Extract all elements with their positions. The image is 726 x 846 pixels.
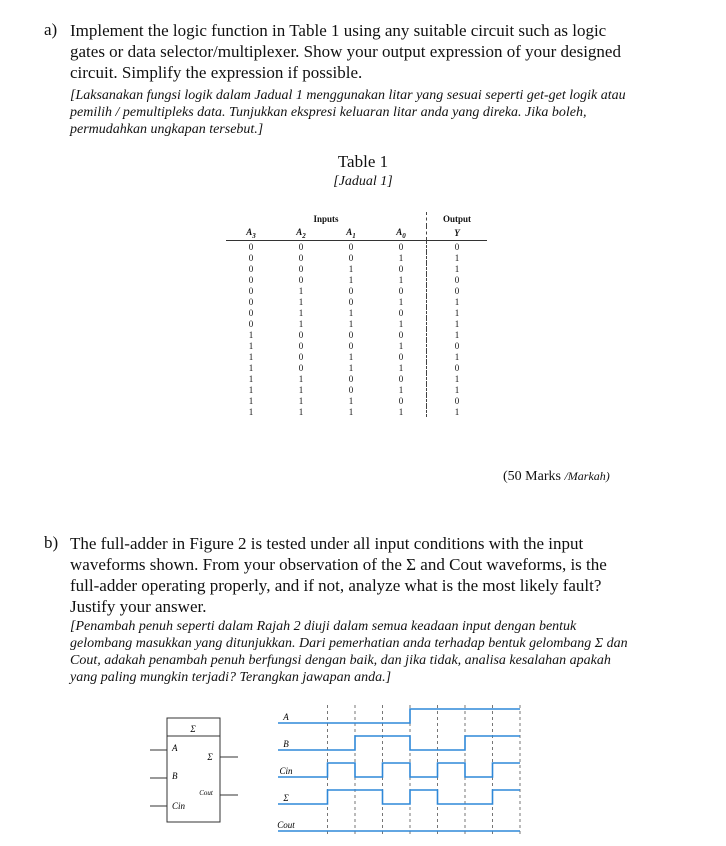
table-cell: 1 (348, 274, 354, 285)
table-cell: 1 (248, 362, 254, 373)
marks-label: (50 Marks (503, 469, 561, 484)
table-cell: 1 (348, 351, 354, 362)
part-a-label: a) (44, 20, 58, 39)
table-cell: 1 (427, 296, 488, 307)
table-cell: 1 (348, 395, 354, 406)
table-cell: 1 (398, 406, 404, 417)
table-cell: 1 (298, 384, 304, 395)
table-cell: 1 (348, 362, 354, 373)
part-b-translation: [Penambah penuh seperti dalam Rajah 2 diuji dalam semua keadaan input dengan bentuk gelombang masukkan yang ditunjukkan. Dari pemerhatian anda terhadap bentuk gelombang Σ dan Cout, adakah penambah penuh berfungsi dengan baik, dan jika tidak, analisa kesalahan apakah yang paling mungkin terjadi? Terangkan jawapan anda.] (70, 619, 628, 685)
table-cell: 0 (348, 384, 354, 395)
table-cell: 0 (398, 241, 404, 252)
table-cell: 1 (298, 285, 304, 296)
table-cell: 1 (248, 406, 254, 417)
block-input-cin: Cin (172, 801, 186, 811)
wave-label-a: A (283, 712, 289, 722)
table-cell: 0 (298, 340, 304, 351)
part-a-question: Implement the logic function in Table 1 using any suitable circuit such as logic gates or data selector/multiplexer. Show your output expression of your designed circuit. Simplify the expression if possible. (70, 21, 621, 82)
table-cell: 1 (398, 318, 404, 329)
table-cell: 0 (348, 340, 354, 351)
waveform-a (278, 709, 520, 723)
table-title: Table 1 (337, 152, 389, 171)
table-cell: 0 (248, 252, 254, 263)
table-cell: 0 (398, 351, 404, 362)
waveform-b (278, 736, 520, 750)
table-cell: 0 (348, 252, 354, 263)
table-cell: 1 (427, 373, 488, 384)
table-cell: 0 (298, 274, 304, 285)
table-cell: 1 (298, 307, 304, 318)
table-cell: 1 (348, 406, 354, 417)
table-cell: 0 (248, 307, 254, 318)
table-title-translation: [Jadual 1] (333, 174, 393, 189)
table-cell: 1 (427, 263, 488, 274)
wave-label-b: B (283, 739, 289, 749)
wave-label-cin: Cin (279, 766, 293, 776)
table-cell: 1 (248, 340, 254, 351)
table-cell: 1 (248, 384, 254, 395)
table-cell: 1 (348, 263, 354, 274)
table-cell: 1 (427, 318, 488, 329)
marks-translation: /Markah) (564, 469, 610, 483)
table-cell: 0 (248, 318, 254, 329)
table-cell: 1 (398, 362, 404, 373)
table-cell: 1 (398, 274, 404, 285)
table-cell: 0 (298, 329, 304, 340)
output-header: Output (427, 212, 488, 226)
table-cell: 1 (427, 406, 488, 417)
table-cell: 1 (398, 340, 404, 351)
table-cell: 1 (248, 351, 254, 362)
table-cell: 0 (248, 296, 254, 307)
table-cell: 1 (348, 307, 354, 318)
table-cell: 1 (298, 296, 304, 307)
table-cell: 0 (248, 274, 254, 285)
block-cout-output: Cout (199, 789, 213, 797)
table-cell: 0 (298, 362, 304, 373)
table-cell: 0 (398, 329, 404, 340)
column-header-a2: $A_2$ (276, 226, 326, 241)
waveform-sigma (278, 790, 520, 804)
table-cell: 0 (427, 241, 488, 253)
table-cell: 0 (398, 285, 404, 296)
block-input-a: A (172, 743, 178, 753)
full-adder-block (150, 718, 238, 822)
table-cell: 0 (398, 395, 404, 406)
waveform-cin (278, 763, 520, 777)
wave-label-cout: Cout (277, 820, 295, 830)
table-cell: 0 (398, 373, 404, 384)
table-cell: 0 (298, 263, 304, 274)
table-cell: 0 (298, 252, 304, 263)
table-cell: 1 (298, 373, 304, 384)
table-cell: 0 (398, 263, 404, 274)
table-cell: 1 (248, 329, 254, 340)
table-cell: 0 (348, 241, 354, 252)
block-input-b: B (172, 771, 178, 781)
table-cell: 1 (398, 296, 404, 307)
table-cell: 1 (427, 307, 488, 318)
table-cell: 1 (427, 252, 488, 263)
table-cell: 1 (248, 395, 254, 406)
column-header-a1: $A_1$ (326, 226, 376, 241)
table-cell: 0 (248, 241, 254, 252)
block-sigma-label: Σ (190, 724, 196, 734)
table-cell: 1 (298, 318, 304, 329)
table-cell: 1 (248, 373, 254, 384)
table-cell: 0 (248, 285, 254, 296)
part-b-question: The full-adder in Figure 2 is tested under all input conditions with the input waveforms shown. From your observation of the Σ and Cout waveforms, is the full-adder operating properly, and if not, analyze what is the most likely fault? Justify your answer. (70, 534, 607, 616)
wave-label-sigma: Σ (283, 793, 289, 803)
table-cell: 0 (298, 351, 304, 362)
part-a-translation: [Laksanakan fungsi logik dalam Jadual 1 menggunakan litar yang sesuai seperti get-get logik atau pemilih / pemultipleks data. Tunjukkan ekspresi keluaran litar anda yang direka. Jika boleh, permudahkan ungkapan tersebut.] (70, 88, 626, 137)
block-sigma-output: Σ (207, 752, 213, 762)
table-cell: 0 (427, 285, 488, 296)
column-header-a3: $A_3$ (226, 226, 276, 241)
column-header-a0: $A_0$ (376, 226, 427, 241)
table-cell: 0 (248, 263, 254, 274)
table-cell: 0 (427, 274, 488, 285)
table-cell: 0 (427, 362, 488, 373)
table-cell: 1 (398, 252, 404, 263)
table-cell: 0 (427, 340, 488, 351)
table-cell: 0 (348, 373, 354, 384)
part-b-label: b) (44, 533, 59, 552)
table-cell: 1 (398, 384, 404, 395)
table-cell: 0 (348, 329, 354, 340)
table-cell: 1 (298, 395, 304, 406)
table-cell: 1 (427, 351, 488, 362)
column-header-y: Y (427, 226, 488, 241)
table-cell: 0 (348, 296, 354, 307)
table-cell: 0 (348, 285, 354, 296)
table-cell: 1 (427, 384, 488, 395)
table-cell: 0 (427, 395, 488, 406)
table-cell: 1 (348, 318, 354, 329)
table-cell: 1 (427, 329, 488, 340)
inputs-header: Inputs (313, 214, 339, 224)
table-cell: 0 (298, 241, 304, 252)
table-cell: 0 (398, 307, 404, 318)
table-cell: 1 (298, 406, 304, 417)
